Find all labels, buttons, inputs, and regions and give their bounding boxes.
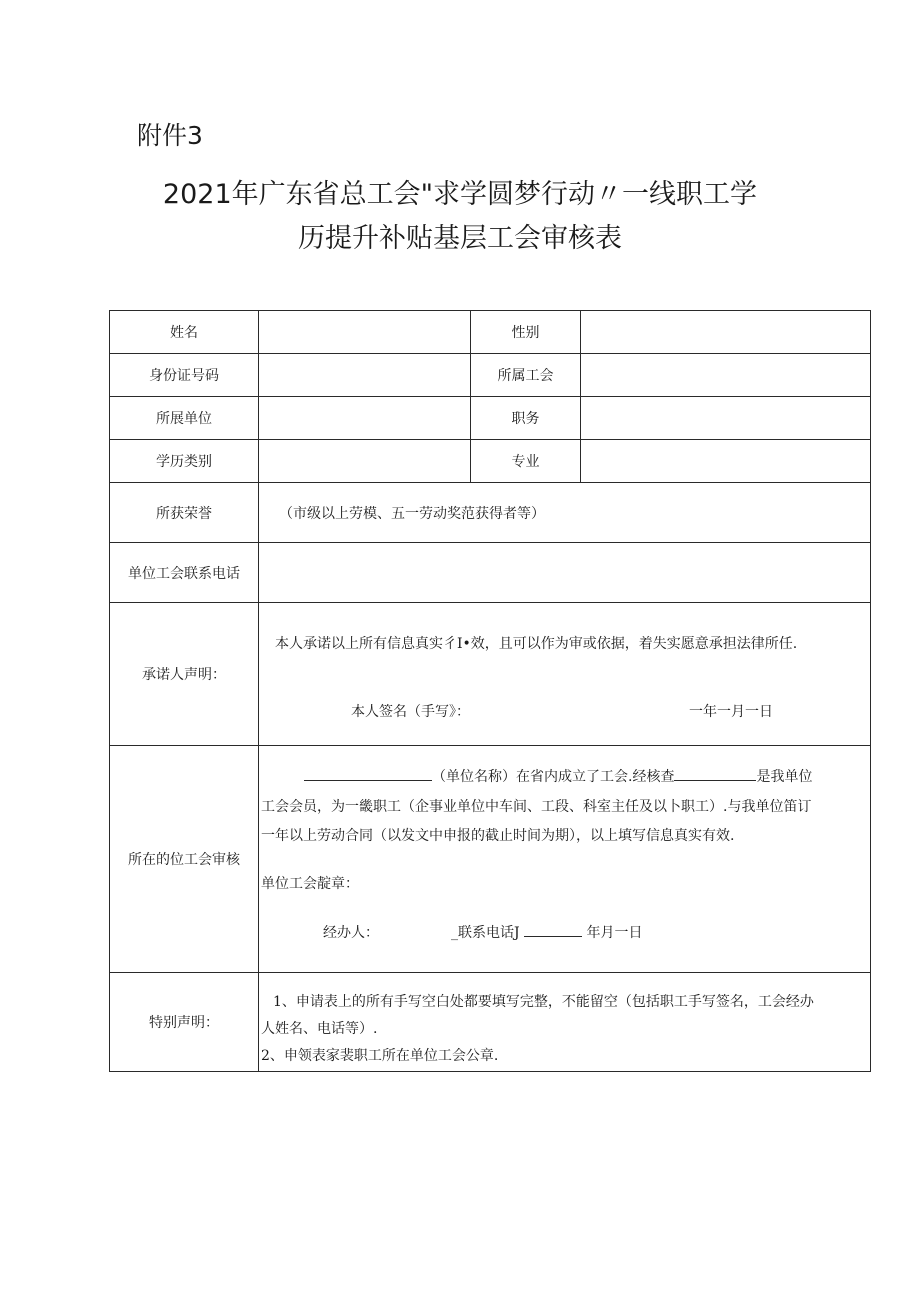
- audit-date-label: 年月一日: [586, 925, 643, 941]
- unit-name-blank[interactable]: [304, 766, 432, 781]
- gender-field[interactable]: [581, 311, 871, 354]
- promise-label: 承诺人声明：: [110, 603, 259, 746]
- union-field[interactable]: [581, 354, 871, 397]
- promise-text: 本人承诺以上所有信息真实彳I•效，且可以作为审或依据，着失实愿意承担法律所任.: [275, 636, 798, 652]
- audit-text-3: 一年以上劳动合同（以发文中申报的截止时间为期），以上填写信息真实有效.: [261, 828, 735, 844]
- id-number-field[interactable]: [259, 354, 471, 397]
- honor-label: 所获荣誉: [110, 483, 259, 543]
- union-phone-field[interactable]: [259, 543, 871, 603]
- honor-hint: （市级以上劳模、五一劳动奖范获得者等）: [279, 505, 545, 522]
- unit-label: 所展单位: [110, 397, 259, 440]
- union-label: 所属工会: [471, 354, 581, 397]
- gender-label: 性别: [471, 311, 581, 354]
- promise-cell: [259, 603, 871, 746]
- signature-label: 本人签名（手写》：: [351, 704, 470, 720]
- position-label: 职务: [471, 397, 581, 440]
- promise-date-label: 一年一月一日: [689, 704, 773, 720]
- major-field[interactable]: [581, 440, 871, 483]
- title-line-1: 2021年广东省总工会"求学圆梦行动〃一线职工学: [162, 179, 758, 210]
- special-text-1: 1、申请表上的所有手写空白处都要填写完整，不能留空（包括职工手写签名，工会经办: [273, 994, 814, 1010]
- special-cell: [259, 973, 871, 1072]
- special-text-3: 2、申领表家裴职工所在单位工会公章.: [261, 1048, 499, 1064]
- handler-label: 经办人：: [323, 925, 379, 941]
- name-field[interactable]: [259, 311, 471, 354]
- special-label: 特别声明：: [110, 973, 259, 1072]
- audit-cell: [259, 746, 871, 973]
- major-label: 专业: [471, 440, 581, 483]
- union-seal-label: 单位工会靛章：: [261, 876, 359, 892]
- review-form-table: [109, 310, 871, 1072]
- contact-phone-blank[interactable]: [524, 922, 582, 937]
- audit-text-2: 工会会员，为一畿职工（企事业单位中车间、工段、科室主任及以卜职工）.与我单位笛订: [261, 799, 812, 815]
- unit-field[interactable]: [259, 397, 471, 440]
- attachment-label: 附件3: [137, 121, 203, 150]
- audit-label: 所在的位工会审核: [110, 746, 259, 973]
- position-field[interactable]: [581, 397, 871, 440]
- contact-phone-label: _联系电话J: [451, 925, 520, 941]
- audit-text-1b: 是我单位: [756, 769, 813, 785]
- education-label: 学历类别: [110, 440, 259, 483]
- union-phone-label: 单位工会联系电话: [110, 543, 259, 603]
- audit-text-1a: （单位名称）在省内成立了工会.经核查: [432, 769, 675, 785]
- education-field[interactable]: [259, 440, 471, 483]
- title-line-2: 历提升补贴基层工会审核表: [298, 223, 622, 254]
- honor-field[interactable]: [259, 483, 871, 543]
- special-text-2: 人姓名、电话等）.: [261, 1021, 378, 1037]
- name-label: 姓名: [110, 311, 259, 354]
- member-name-blank[interactable]: [674, 766, 756, 781]
- id-number-label: 身份证号码: [110, 354, 259, 397]
